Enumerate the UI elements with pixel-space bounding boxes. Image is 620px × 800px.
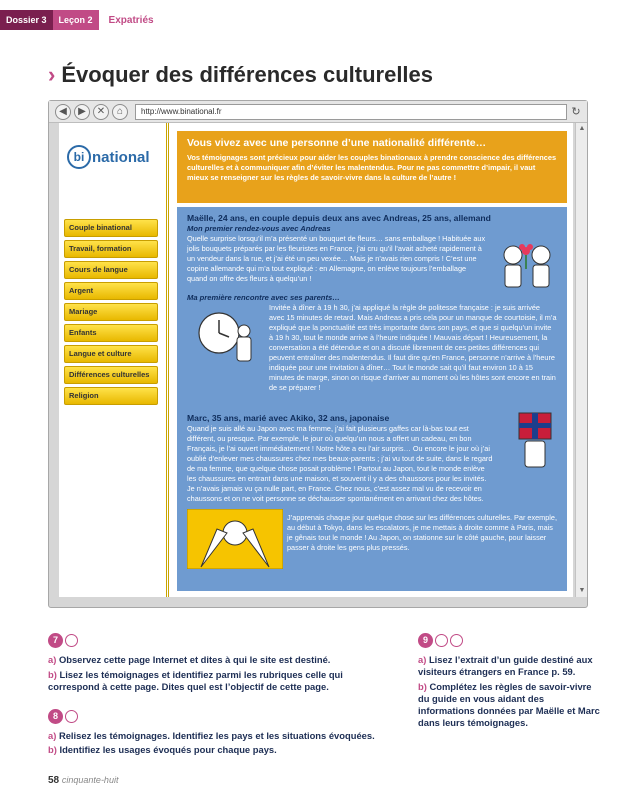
exercise-8 [48,706,388,756]
scrollbar[interactable] [575,123,587,597]
scroll-up-icon[interactable]: ▲ [578,125,586,132]
menu-item-cours-de-langue[interactable]: Cours de langue [64,261,158,279]
exercise-9a-text: Lisez l’extrait d’un guide destiné aux visiteurs étrangers en France p. 59. [418,654,593,677]
menu-item-argent[interactable]: Argent [64,282,158,300]
book-icon [435,634,448,647]
dossier-label: Dossier 3 [0,10,53,30]
lesson-header [0,10,164,30]
testimonial-marc [187,413,557,504]
exercise-7b-text: Lisez les témoignages et identifiez parmi les rubriques celle qui correspond à cette page. Dites quel est l’objectif de cette page. [48,669,343,692]
exercise-9b [418,681,600,729]
page-title [48,62,433,88]
testimonial-subheading-2: Ma première rencontre avec ses parents… [187,293,340,302]
book-icon [65,710,78,723]
letter-b: b) [48,744,57,755]
web-page [59,123,573,597]
exercise-9 [418,630,600,729]
topic-label: Expatriés [108,14,154,26]
menu-item-enfants[interactable]: Enfants [64,324,158,342]
menu-item-differences-culturelles[interactable]: Différences culturelles [64,366,158,384]
testimonials-panel [177,207,567,591]
testimonial-body-marc: Quand je suis allé au Japon avec ma femme, j’ai fait plusieurs gaffes car là-bas tout est différent, ou presque. Par exemple, le jour où quelqu’un nous a offert un cadeau, en bon Français, je l’ai ouvert immédiatement ! Notre hôte a eu l’air surpris… Ou encore le jour où j’ai oublié d’enlever mes chaussures chez mes beaux-parents ; j’ai vu tout de suite, dans le regard de ma femme, que quelque chose posait problème ! Partout au Japon, tout le monde enlève les chaussures en entrant dans une maison, et souvent il y a des chaussons pour les invités. Je n’avais jamais vu ça nulle part, en France. Chez nous, c’est assez mal vu de recevoir en chaussons et on ne voit personne se déchausser spontanément en arrivant chez des hôtes. [187,424,493,503]
letter-a: a) [48,654,57,665]
stop-icon[interactable]: ✕ [93,104,109,120]
testimonial-body-marc-2: J’apprenais chaque jour quelque chose sur les différences culturelles. Par exemple, au début à Tokyo, dans les escalators, je me mettais à droite comme à Paris, mais je gênais tout le monde ! Au Japon, on stationne sur le côté gauche, pour laisser passer à droite les gens plus pressés. [287,513,558,552]
banner-title: Vous vivez avec une personne d’une nationalité différente… [187,137,487,149]
menu-item-mariage[interactable]: Mariage [64,303,158,321]
logo-bi: bi [67,145,91,169]
menu-item-langue-et-culture[interactable]: Langue et culture [64,345,158,363]
address-bar[interactable]: http://www.binational.fr [135,104,567,120]
exercise-7 [48,630,368,693]
exercise-8b [48,744,388,756]
exercise-8a [48,730,388,742]
browser-window [48,100,588,608]
testimonial-heading-marc: Marc, 35 ans, marié avec Akiko, 32 ans, japonaise [187,413,390,423]
letter-b: b) [418,681,427,692]
gift-illustration [511,407,561,473]
exercise-9a [418,654,600,678]
couple-flowers-illustration [495,241,559,293]
testimonial-subheading: Mon premier rendez-vous avec Andreas [187,224,331,233]
site-menu [64,219,158,408]
exercise-8-header [48,709,78,724]
exercise-8a-text: Relisez les témoignages. Identifiez les pays et les situations évoquées. [58,730,375,741]
testimonial-marc-part2 [287,513,557,553]
testimonial-body-2: Invitée à dîner à 19 h 30, j’ai appliqué la règle de politesse française : je suis arrivée avec 15 minutes de retard. Mais Andreas a pris cela pour un manque de courtoisie, il m’a expliqué que la ponctualité est très importante dans son pays, et que si quelqu’un invite à 19 h 30, tout le monde arrive à l’heure indiquée ! Mauvais départ ! Heureusement, la conversation a été détendue et on a discuté librement de ces petites différences qui peuvent entraîner des malentendus. Il faut dire qu’en France, personne n’arrive à l’heure indiquée pour une invitation à dîner… Tout le monde sait qu’il faut environ 10 à 15 minutes de marge, sinon on risque d’arriver au moment où les hôtes sont encore en train de se préparer ! [269,303,557,392]
site-content [177,131,567,591]
testimonial-body: Quelle surprise lorsqu’il m’a présenté un bouquet de fleurs… sans emballage ! Habituée aux jolis bouquets préparés par les fleuristes en France, j’ai cru qu’il l’avait acheté rapidement à un vendeur dans la rue, et j’ai été un peu vexée… Mais je n’avais rien compris ! C’est une copine allemande qui m’a tout expliqué : en Allemagne, on enlève toujours l’emballage quand on offre des fleurs à quelqu’un ! [187,234,486,283]
back-icon[interactable]: ◀ [55,104,71,120]
browser-toolbar [49,101,587,123]
page-number-digits: 58 [48,775,60,786]
scroll-down-icon[interactable]: ▼ [578,587,586,594]
exercise-8b-text: Identifiez les usages évoqués pour chaque pays. [59,744,277,755]
reload-icon[interactable]: ↻ [571,106,581,118]
site-sidebar [59,123,169,597]
letter-a: a) [48,730,57,741]
exercise-9-header [418,633,463,648]
site-logo[interactable] [67,145,150,169]
intro-banner [177,131,567,203]
testimonial-heading: Maëlle, 24 ans, en couple depuis deux ans avec Andreas, 25 ans, allemand [187,213,491,223]
page-number [48,775,118,786]
menu-item-travail-formation[interactable]: Travail, formation [64,240,158,258]
lecon-label: Leçon 2 [53,10,99,30]
forward-icon[interactable]: ▶ [74,104,90,120]
exercise-7-header [48,633,78,648]
letter-b: b) [48,669,57,680]
exercise-number: 7 [48,633,63,648]
menu-item-couple-binational[interactable]: Couple binational [64,219,158,237]
exercise-7b [48,669,368,693]
banner-text: Vos témoignages sont précieux pour aider les couples binationaux à prendre conscience des différences culturelles et à communiquer afin d’éviter les malentendus. Pour ne pas commettre d’impair, il vaut mieux se renseigner sur les règles de savoir-vivre dans la culture de l’autre ! [187,153,557,182]
exercise-7a [48,654,368,666]
letter-a: a) [418,654,427,665]
home-icon[interactable]: ⌂ [112,104,128,120]
exercise-9b-text: Complétez les règles de savoir-vivre du guide en vous aidant des informations données par Maëlle et Marc dans leurs témoignages. [418,681,600,728]
clock-illustration [187,307,263,367]
menu-item-religion[interactable]: Religion [64,387,158,405]
page-number-words: cinquante-huit [61,775,119,785]
escalator-illustration [187,509,283,569]
exercise-7a-text: Observez cette page Internet et dites à qui le site est destiné. [58,654,331,665]
exercise-number: 8 [48,709,63,724]
exercise-number: 9 [418,633,433,648]
pencil-icon [450,634,463,647]
chevron-right-icon: › [48,62,56,87]
logo-rest: national [92,148,150,166]
page-title-text: Évoquer des différences culturelles [61,62,434,87]
book-icon [65,634,78,647]
